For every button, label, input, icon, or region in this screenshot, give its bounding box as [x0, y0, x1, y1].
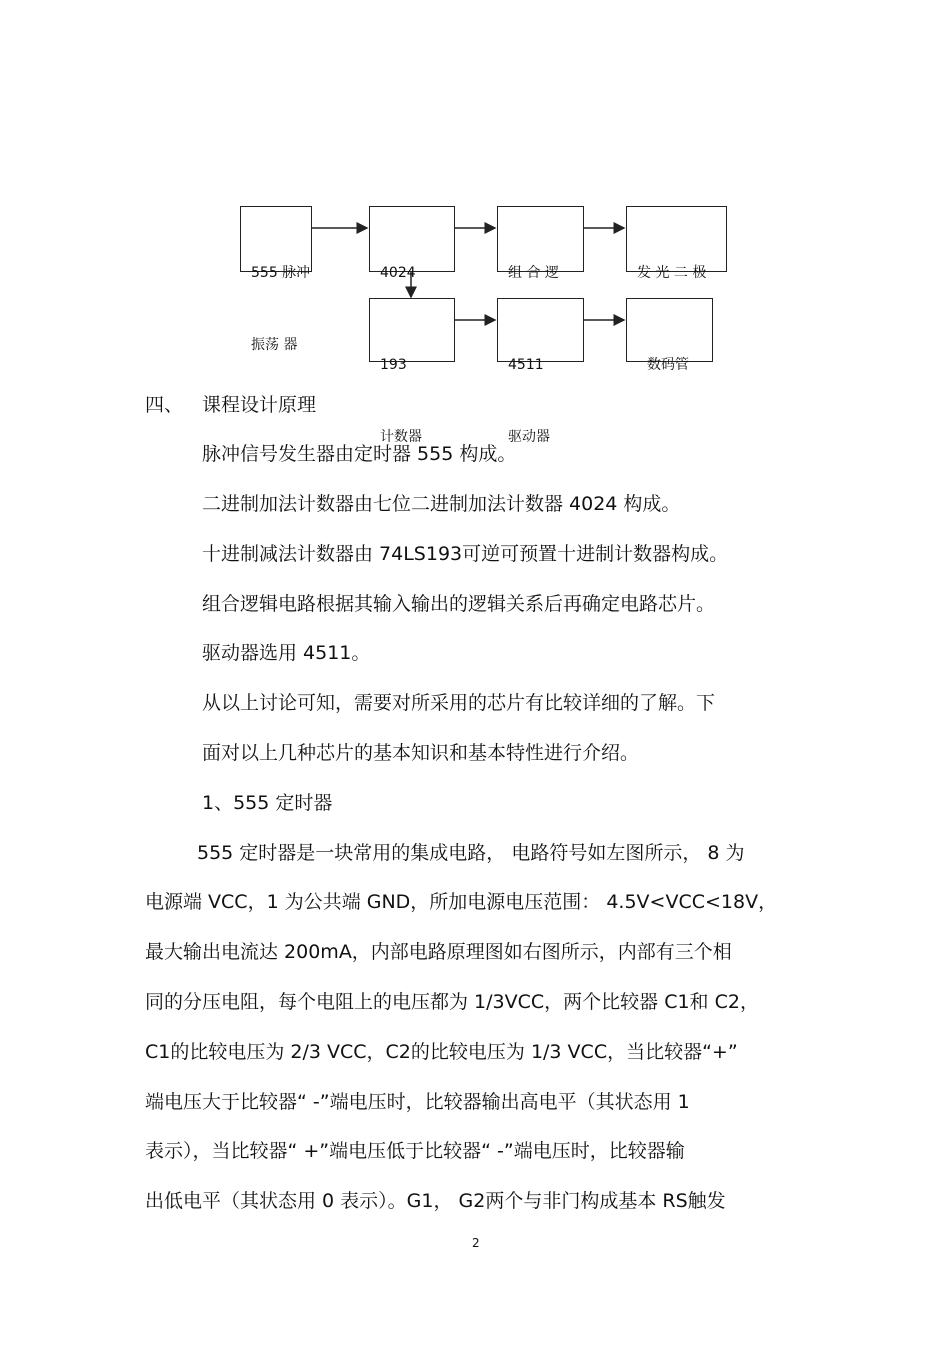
box-label: 计数器: [380, 429, 422, 445]
body-line: 表示），当比较器“ +”端电压低于比较器“ -”端电压时，比较器输: [145, 1140, 685, 1162]
box-label: 发 光 二 极: [637, 265, 707, 281]
box-seven-segment: [626, 298, 713, 373]
box-label: 555 脉冲: [251, 265, 311, 281]
box-label: 振荡 器: [251, 337, 298, 353]
box-label: 组 合 逻: [508, 265, 559, 281]
box-label: 4511: [508, 357, 544, 373]
body-line: 电源端 VCC，1 为公共端 GND，所加电源电压范围： 4.5V<VCC<18V，: [145, 891, 778, 913]
box-logic-circuit: [497, 206, 584, 281]
box-label: 193: [380, 357, 407, 373]
body-line: 出低电平（其状态用 0 表示）。G1， G2两个与非门构成基本 RS触发: [145, 1190, 726, 1212]
paragraph-line: 二进制加法计数器由七位二进制加法计数器 4024 构成。: [202, 493, 681, 515]
paragraph-line: 十进制减法计数器由 74LS193可逆可预置十进制计数器构成。: [202, 543, 729, 565]
body-line: C1的比较电压为 2/3 VCC，C2的比较电压为 1/3 VCC，当比较器“+”: [145, 1041, 738, 1063]
paragraph-line: 组合逻辑电路根据其输入输出的逻辑关系后再确定电路芯片。: [202, 593, 716, 615]
box-4024-counter: [369, 206, 455, 281]
box-555-oscillator: [240, 206, 312, 353]
paragraph-line: 从以上讨论可知，需要对所采用的芯片有比较详细的了解。下: [202, 692, 716, 714]
subheading-555-timer: 1、555 定时器: [202, 792, 333, 814]
paragraph-line: 脉冲信号发生器由定时器 555 构成。: [202, 443, 517, 465]
section-title: 课程设计原理: [202, 394, 317, 416]
body-line: 555 定时器是一块常用的集成电路， 电路符号如左图所示， 8 为: [197, 842, 745, 864]
paragraph-line: 驱动器选用 4511。: [202, 642, 371, 664]
box-4511-driver: [497, 298, 584, 445]
box-led-circuit: [626, 206, 727, 281]
page-number: 2: [472, 1236, 480, 1250]
box-193-counter: [369, 298, 455, 445]
body-line: 端电压大于比较器“ -”端电压时，比较器输出高电平（其状态用 1: [145, 1091, 690, 1113]
body-line: 同的分压电阻，每个电阻上的电压都为 1/3VCC，两个比较器 C1和 C2，: [145, 991, 759, 1013]
box-label: 数码管: [647, 357, 689, 373]
section-number: 四、: [145, 394, 184, 416]
diagram-arrows: [0, 0, 950, 380]
box-label: 驱动器: [508, 429, 550, 445]
body-line: 最大输出电流达 200mA，内部电路原理图如右图所示，内部有三个相: [145, 941, 732, 963]
box-label: 4024: [380, 265, 416, 281]
paragraph-line: 面对以上几种芯片的基本知识和基本特性进行介绍。: [202, 742, 640, 764]
